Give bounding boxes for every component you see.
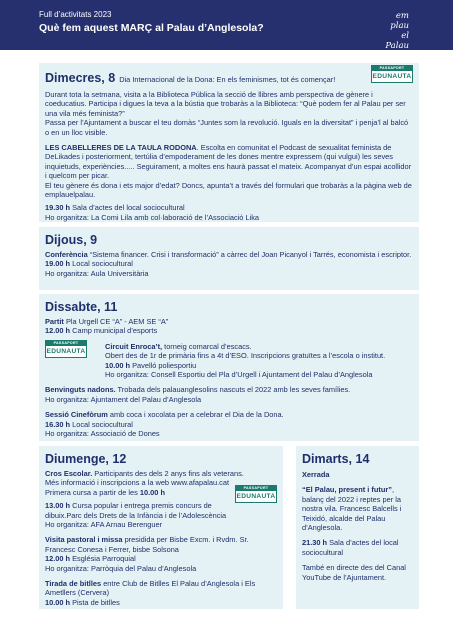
card-wednesday-8: [39, 63, 419, 222]
edunauta-passport-badge: PASSAPORT EDUNAUTA: [371, 65, 413, 83]
card-thursday-9: [39, 227, 419, 290]
event-time: 19.30 h Sala d’actes del local sociocultural: [45, 203, 185, 213]
card-tuesday-14: [296, 446, 419, 609]
paragraph: Conferència “Sistema financer. Crisi i transformació” a càrrec del Joan Picanyol i Tarrés, economista i escriptor.: [45, 250, 412, 259]
event-time: 16.30 h Local sociocultural: [45, 419, 133, 429]
day-heading: Dimarts, 14: [302, 452, 370, 466]
edunauta-passport-badge: PASSAPORT EDUNAUTA: [45, 340, 87, 358]
event-time: 19.00 h Local sociocultural: [45, 259, 133, 269]
enroca-block: [105, 342, 413, 380]
header-title: Què fem aquest MARÇ al Palau d’Anglesola?: [39, 22, 264, 34]
paragraph: Obert des de 1r de primària fins a 4t d’ESO. Inscripcions gratuïtes a l’escola o institut.: [105, 351, 386, 361]
paragraph: Visita pastoral i missa presidida per Bisbe Excm. i Rvdm. Sr. Francesc Conesa i Ferrer, bisbe Solsona: [45, 535, 249, 554]
header-subtitle: Full d’activitats 2023: [39, 10, 112, 19]
organizer: Ho organitza: Ajuntament del Palau d’Anglesola: [45, 394, 202, 404]
organizer: Ho organitza: Aula Universitària: [45, 268, 149, 278]
em-plau-el-palau-logo: em plau el Palau: [385, 11, 409, 51]
paragraph: Durant tota la setmana, visita a la Biblioteca Pública la secció de llibres amb perspectiva de gènere i coeducatius. Participa i digues la teva a la bústia que trobaràs a la Biblioteca: “Què podem fer al Palau per ser una vila més feminista?”: [45, 90, 406, 118]
paragraph: “El Palau, present i futur”, balanç del 2022 i reptes per la nostra vila. Francesc Balcells i Teixidó, alcalde del Palau d’Anglesola.: [302, 485, 402, 533]
paragraph: Primera cursa a partir de les 10.00 h: [45, 487, 165, 497]
organizer: Ho organitza: Consell Esportiu del Pla d’Urgell i Ajuntament del Palau d’Anglesola: [105, 370, 373, 380]
day-heading: Dijous, 9: [45, 233, 98, 247]
edunauta-passport-badge: PASSAPORT EDUNAUTA: [235, 485, 277, 503]
organizer: Ho organitza: La Comi Lila amb col·laboració de l’Associació Lika: [45, 212, 260, 222]
paragraph: Circuit Enroca’t, torneig comarcal d’escacs.: [105, 341, 252, 351]
event-time: 21.30 h Sala d’actes del local sociocultural: [302, 538, 399, 557]
paragraph: Tirada de bitlles entre Club de Bitlles El Palau d’Anglesola i Els Ametllers (Cervera): [45, 579, 256, 598]
paragraph: Més informació i inscripcions a la web www.afapalau.cat: [45, 478, 230, 488]
paragraph: El teu gènere és dona i ets major d’edat? Doncs, apunta’t a través del formulari que trobaràs a la pàgina web de emplauelpalau.: [45, 180, 412, 200]
card-saturday-11: [39, 294, 419, 441]
event-time: 12.00 h Església Parroquial: [45, 554, 136, 564]
organizer: Ho organitza: Associació de Dones: [45, 429, 160, 439]
day-heading: Diumenge, 12: [45, 452, 127, 466]
organizer: Ho organitza: Parròquia del Palau d’Anglesola: [45, 563, 197, 573]
organizer: Ho organitza: AFA Arnau Berenguer: [45, 520, 163, 530]
paragraph: Cros Escolar. Participants des dels 2 anys fins als veterans.: [45, 469, 244, 478]
paragraph: LES CABELLERES DE LA TAULA RODONA. Escolta en comunitat el Podcast de sexualitat feminista de DeLikades i posteriorment, tertúlia d’empoderament de les dones mentre expressem (qui vulgui) les seves inquietuds, experiències..... Seguirament, a moltes ens haurà passat el mateix. Acompanyat d’un espai acollidor i quelcom per picar.: [45, 143, 412, 181]
day-note: Dia Internacional de la Dona: En els feminismes, tot és començar!: [119, 75, 336, 84]
event-time: 12.00 h Camp municipal d’esports: [45, 326, 158, 336]
card-sunday-12: [39, 446, 283, 609]
day-heading: Dimecres, 8: [45, 71, 116, 85]
event-label: Xerrada: [302, 470, 330, 479]
paragraph: Sessió Cinefòrum amb coca i xocolata per a celebrar el Dia de la Dona.: [45, 410, 284, 420]
paragraph: També en directe des del Canal YouTube de l’Ajuntament.: [302, 563, 406, 582]
day-heading: Dissabte, 11: [45, 300, 118, 314]
event-time: 10.00 h Pista de bitlles: [45, 597, 120, 607]
paragraph: 13.00 h Cursa popular i entrega premis concurs de dibuix.Parc dels Drets de la Infància i de l’Adolescència: [45, 501, 227, 520]
paragraph: Partit Pla Urgell CE “A” - AEM SE “A”: [45, 317, 169, 326]
event-time: 10.00 h Pavelló poliesportiu: [105, 360, 197, 370]
header-bar: [0, 0, 453, 50]
paragraph: Benvinguts nadons. Trobada dels palauanglesolins nascuts el 2022 amb les seves famílies.: [45, 385, 351, 395]
paragraph: Passa per l’Ajuntament a buscar el teu domàs “Juntes som la revolució. Iguals en la diversitat” i penja’l al balcó o en un lloc visible.: [45, 118, 409, 137]
